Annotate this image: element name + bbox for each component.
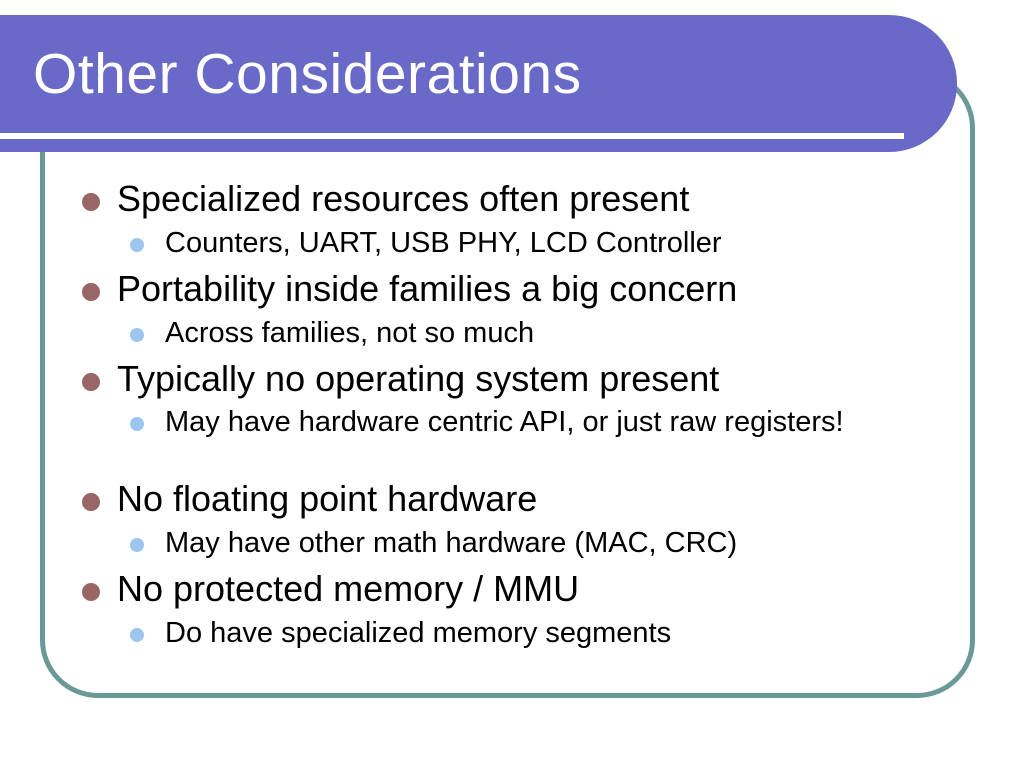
list-item	[82, 177, 689, 221]
list-item-label: No floating point hardware	[117, 478, 538, 519]
title-banner	[0, 15, 957, 152]
slide-title: Other Considerations	[33, 41, 582, 106]
list-item	[82, 267, 737, 311]
bullet-icon	[130, 238, 144, 252]
banner-underline	[0, 133, 904, 139]
list-item	[130, 318, 534, 349]
list-item-label: Counters, UART, USB PHY, LCD Controller	[165, 227, 722, 259]
list-item	[82, 357, 719, 401]
list-item-label: Typically no operating system present	[117, 358, 720, 399]
bullet-icon	[130, 328, 144, 342]
bullet-icon	[82, 373, 100, 391]
list-item	[130, 228, 722, 259]
list-item	[130, 528, 737, 559]
bullet-icon	[130, 417, 144, 431]
bullet-icon	[82, 283, 100, 301]
list-item	[130, 407, 844, 438]
list-item-label: May have other math hardware (MAC, CRC)	[165, 527, 738, 559]
list-item	[82, 567, 579, 611]
bullet-icon	[82, 583, 100, 601]
list-item-label: No protected memory / MMU	[117, 568, 580, 609]
list-item-label: Do have specialized memory segments	[165, 617, 672, 649]
bullet-icon	[82, 193, 100, 211]
list-item	[130, 618, 671, 649]
bullet-icon	[130, 628, 144, 642]
list-item-label: Across families, not so much	[165, 317, 535, 349]
list-item-label: Portability inside families a big concern	[117, 268, 738, 309]
list-item-label: Specialized resources often present	[117, 178, 690, 219]
bullet-icon	[82, 493, 100, 511]
bullet-icon	[130, 538, 144, 552]
list-item-label: May have hardware centric API, or just raw registers!	[165, 406, 844, 438]
list-item	[82, 477, 537, 521]
